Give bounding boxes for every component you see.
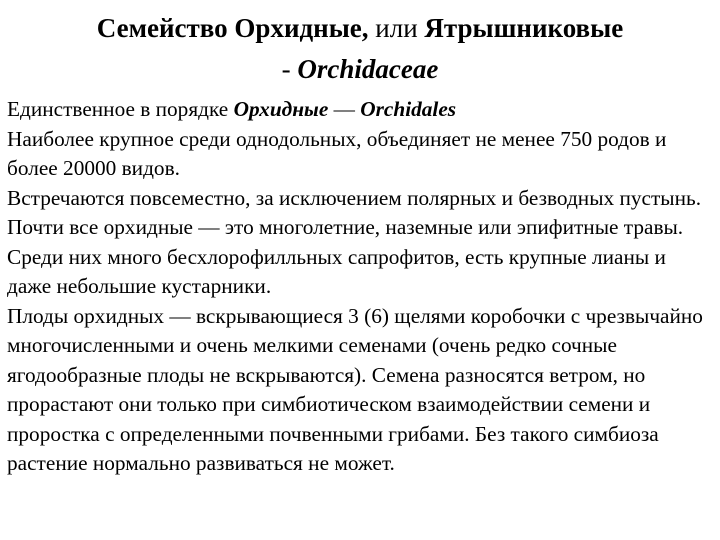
title-connector: или xyxy=(368,13,425,43)
order-name-ru: Орхидные xyxy=(233,97,329,121)
title-latin-name: Orchidaceae xyxy=(297,54,439,84)
slide-body xyxy=(7,95,713,479)
paragraph-life-forms: Почти все орхидные — это многолетние, наземные или эпифитные травы. Среди них много бесхлорофилльных сапрофитов, есть крупные лианы и даже небольшие кустарники. xyxy=(7,215,684,298)
order-prefix: Единственное в порядке xyxy=(7,97,234,121)
title-alt-name: Ятрышниковые xyxy=(424,13,624,43)
order-name-lat: Orchidales xyxy=(360,97,457,121)
title-dash: - xyxy=(281,54,298,84)
slide-title xyxy=(0,8,720,90)
paragraph-order xyxy=(7,95,713,125)
paragraph-distribution: Встречаются повсеместно, за исключением полярных и безводных пустынь. xyxy=(7,185,702,210)
title-family-name: Семейство Орхидные, xyxy=(96,13,369,43)
paragraph-size: Наиболее крупное среди однодольных, объединяет не менее 750 родов и более 20000 видов. xyxy=(7,126,667,180)
order-dash: — xyxy=(328,97,361,121)
paragraph-fruits: Плоды орхидных — вскрывающиеся 3 (6) щелями коробочки с чрезвычайно многочисленными и очень мелкими семенами (очень редко сочные ягодообразные плоды не вскрываются). Семена разносятся ветром, но прорастают они только при симбиотическом взаимодействии семени и проростка с определенными почвенными грибами. Без такого симбиоза растение нормально развиваться не может. xyxy=(7,303,703,475)
